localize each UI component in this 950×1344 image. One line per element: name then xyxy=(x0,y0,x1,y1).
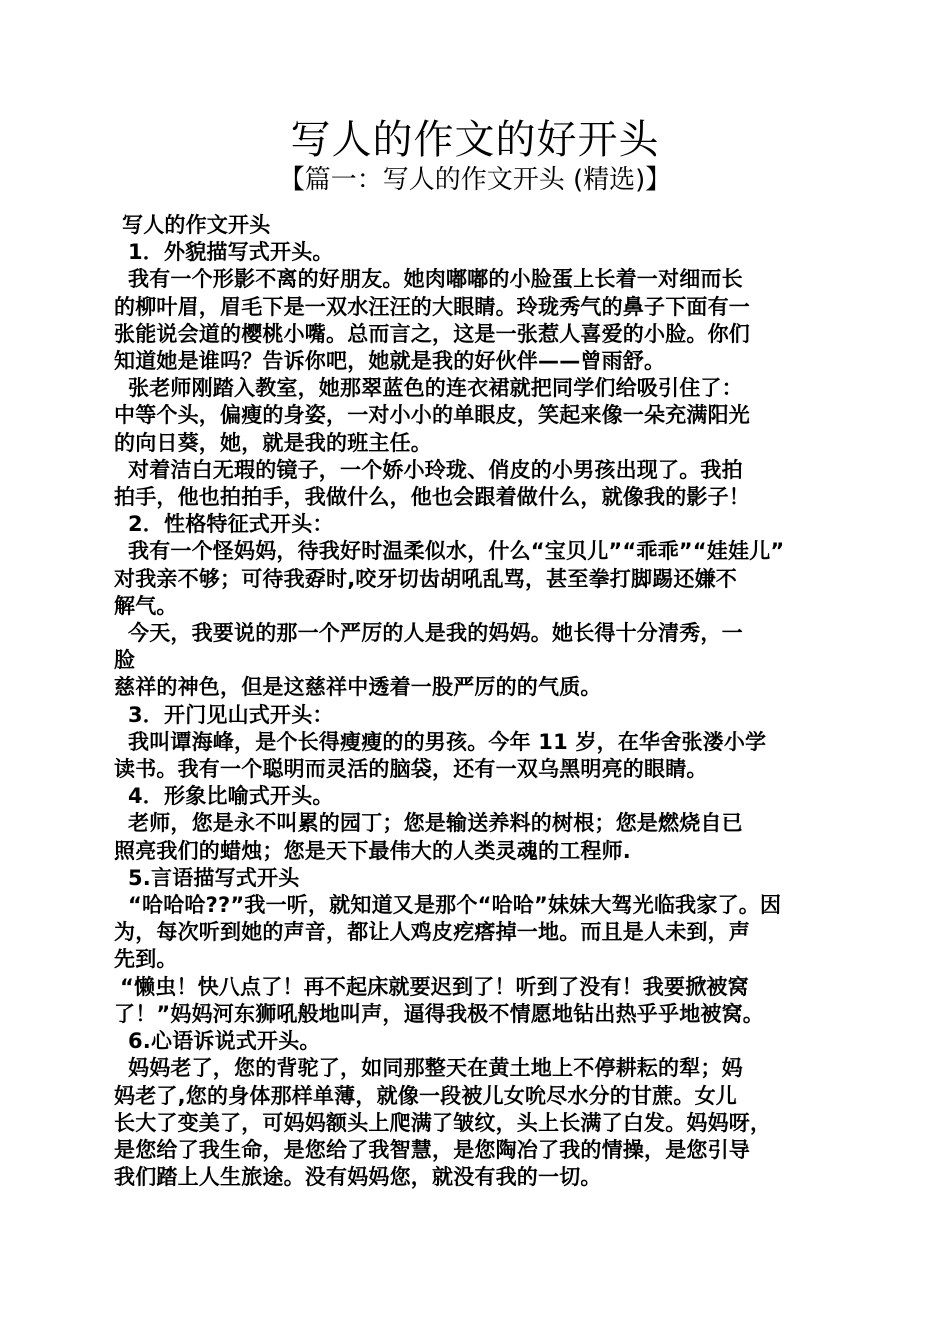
document-subtitle: 【篇一：写人的作文开头 (精选)】 xyxy=(278,165,672,195)
paragraph-line: 解气。 xyxy=(114,593,178,618)
paragraph-line: 长大了变美了，可妈妈额头上爬满了皱纹，头上长满了白发。妈妈呀， xyxy=(114,1110,772,1135)
paragraph-line: 对我亲不够；可待我孬时,咬牙切齿胡吼乱骂，甚至拳打脚踢还嫌不 xyxy=(114,566,737,591)
paragraph-line: 了！”妈妈河东狮吼般地叫声，逼得我极不情愿地钻出热乎乎地被窝。 xyxy=(114,1001,764,1026)
paragraph-line: 妈妈老了，您的背驼了，如同那整天在黄土地上不停耕耘的犁；妈 xyxy=(128,1056,743,1081)
paragraph-line: 老师，您是永不叫累的园丁；您是输送养料的树根；您是燃烧自已 xyxy=(128,811,743,836)
paragraph-line: 照亮我们的蜡烛；您是天下最伟大的人类灵魂的工程师. xyxy=(114,838,631,863)
subsection-heading: 1．外貌描写式开头。 xyxy=(128,240,334,265)
paragraph-line: 我有一个形影不离的好朋友。她肉嘟嘟的小脸蛋上长着一对细而长 xyxy=(128,267,743,292)
paragraph-line: 慈祥的神色，但是这慈祥中透着一股严厉的的气质。 xyxy=(114,675,602,700)
subsection-heading: 6.心语诉说式开头。 xyxy=(128,1029,321,1054)
paragraph-line: 是您给了我生命，是您给了我智慧，是您陶冶了我的情操，是您引导 xyxy=(114,1137,750,1162)
paragraph-line: 对着洁白无瑕的镜子，一个娇小玲珑、俏皮的小男孩出现了。我拍 xyxy=(128,457,743,482)
paragraph-line: 张老师刚踏入教室，她那翠蓝色的连衣裙就把同学们给吸引住了： xyxy=(128,376,743,401)
paragraph-line: 先到。 xyxy=(114,947,178,972)
paragraph-line: 妈老了,您的身体那样单薄，就像一段被儿女吮尽水分的甘蔗。女儿 xyxy=(114,1083,737,1108)
paragraph-line: “哈哈哈??”我一听，就知道又是那个“哈哈”妹妹大驾光临我家了。因 xyxy=(128,893,782,918)
paragraph-line: 的柳叶眉，眉毛下是一双水汪汪的大眼睛。玲珑秀气的鼻子下面有一 xyxy=(114,294,750,319)
document-body xyxy=(114,212,836,1191)
subsection-heading: 4．形象比喻式开头。 xyxy=(128,784,334,809)
paragraph-line: 拍手，他也拍拍手，我做什么，他也会跟着做什么，就像我的影子！ xyxy=(114,485,750,510)
paragraph-line: 我们踏上人生旅途。没有妈妈您，就没有我的一切。 xyxy=(114,1165,602,1190)
section-heading: 写人的作文开头 xyxy=(122,213,271,237)
document-title: 写人的作文的好开头 xyxy=(290,117,660,163)
paragraph-line: 中等个头，偏瘦的身姿，一对小小的单眼皮，笑起来像一朵充满阳光 xyxy=(114,403,750,428)
subsection-heading: 3．开门见山式开头： xyxy=(128,702,334,727)
paragraph-line: 今天，我要说的那一个严厉的人是我的妈妈。她长得十分清秀，一 xyxy=(128,621,743,646)
paragraph-line: 为，每次听到她的声音，都让人鸡皮疙瘩掉一地。而且是人未到，声 xyxy=(114,920,750,945)
subsection-heading: 2．性格特征式开头： xyxy=(128,512,334,537)
subsection-heading: 5.言语描写式开头 xyxy=(128,865,300,890)
paragraph-line: 我有一个怪妈妈，待我好时温柔似水，什么“宝贝儿”“乖乖”“娃娃儿” xyxy=(128,539,785,564)
paragraph-line: 知道她是谁吗？告诉你吧，她就是我的好伙伴——曾雨舒。 xyxy=(114,349,666,374)
paragraph-line: 读书。我有一个聪明而灵活的脑袋，还有一双乌黑明亮的眼睛。 xyxy=(114,757,708,782)
paragraph-line: “懒虫！快八点了！再不起床就要迟到了！听到了没有！我要掀被窝 xyxy=(120,974,749,999)
paragraph-line: 我叫谭海峰，是个长得瘦瘦的的男孩。今年 11 岁，在华舍张溇小学 xyxy=(128,729,767,754)
paragraph-line: 的向日葵，她，就是我的班主任。 xyxy=(114,430,432,455)
paragraph-line: 张能说会道的樱桃小嘴。总而言之，这是一张惹人喜爱的小脸。你们 xyxy=(114,321,750,346)
paragraph-line: 脸 xyxy=(114,648,136,673)
